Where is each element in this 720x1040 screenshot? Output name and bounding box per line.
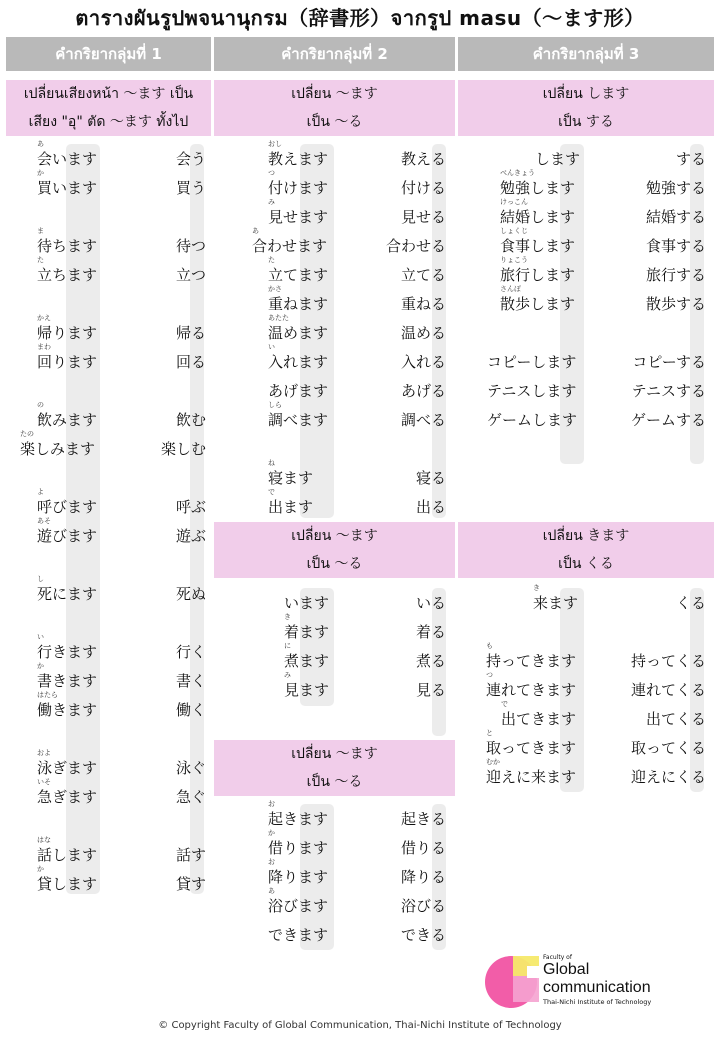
masu-form: 買います: [37, 179, 98, 197]
rule-line: เปลี่ยน 〜ます: [291, 746, 378, 762]
furigana: か: [268, 829, 275, 837]
masu-form: 煮ます: [284, 652, 330, 670]
verb-row: [0, 642, 720, 677]
furigana: み: [268, 198, 275, 206]
masu-form: 回ります: [37, 353, 98, 371]
masu-form: 出ます: [268, 498, 314, 516]
masu-form: います: [284, 594, 330, 612]
masu-form: 急ぎます: [37, 788, 98, 806]
logo-title-line2: communication: [543, 979, 651, 996]
group-3-header: คำกริยากลุ่มที่ 3: [458, 37, 714, 71]
masu-form: 呼びます: [37, 498, 98, 516]
furigana: き: [284, 613, 291, 621]
rule-line: เปลี่ยน きます: [542, 528, 630, 544]
masu-form: 遊びます: [37, 527, 98, 545]
masu-form: 立てます: [268, 266, 329, 284]
furigana: で: [501, 700, 508, 708]
furigana: べんきょう: [500, 169, 535, 177]
dictionary-form: いる: [415, 594, 446, 612]
masu-form: 待ちます: [37, 237, 98, 255]
verb-row: [0, 584, 720, 619]
dictionary-form: 呼ぶ: [175, 498, 206, 516]
furigana: つ: [486, 671, 493, 679]
dictionary-form: する: [675, 150, 706, 168]
furigana: も: [486, 642, 493, 650]
verb-row: [0, 700, 720, 735]
dictionary-form: 付ける: [400, 179, 446, 197]
masu-form: 書きます: [37, 672, 98, 690]
dictionary-form: 貸す: [175, 875, 206, 893]
masu-form: 立ちます: [37, 266, 98, 284]
furigana: お: [268, 858, 275, 866]
verb-row: [0, 517, 720, 552]
furigana: けっこん: [500, 198, 528, 206]
furigana: あ: [252, 227, 259, 235]
dictionary-form: 取ってくる: [630, 739, 706, 757]
dictionary-form: 結婚する: [645, 208, 706, 226]
masu-form: 持ってきます: [486, 652, 577, 670]
furigana: し: [37, 575, 44, 583]
furigana: か: [37, 662, 44, 670]
verb-row: [0, 198, 720, 233]
masu-form: 楽しみます: [20, 440, 96, 458]
dictionary-form: 話す: [175, 846, 206, 864]
verb-row: [0, 378, 720, 407]
masu-form: 見ます: [284, 681, 330, 699]
dictionary-form: 煮る: [415, 652, 446, 670]
masu-form: 調べます: [268, 411, 329, 429]
furigana: み: [284, 671, 291, 679]
verb-row: [0, 349, 720, 378]
dictionary-form: 旅行する: [645, 266, 706, 284]
dictionary-form: 泳ぐ: [175, 759, 206, 777]
furigana: お: [268, 800, 275, 808]
verb-row: [0, 459, 720, 494]
dictionary-form: テニスする: [631, 382, 706, 400]
furigana: あ: [268, 887, 275, 895]
masu-form: 死にます: [37, 585, 98, 603]
dictionary-form: 借りる: [400, 839, 446, 857]
masu-form: 働きます: [37, 701, 98, 719]
dictionary-form: くる: [675, 594, 706, 612]
dictionary-form: 急ぐ: [175, 788, 206, 806]
masu-form: 見せます: [268, 208, 329, 226]
furigana: の: [37, 401, 44, 409]
dictionary-form: 行く: [175, 643, 206, 661]
masu-form: 迎えに来ます: [486, 768, 577, 786]
rule-line: เป็น する: [558, 114, 614, 130]
page-title: ตารางผันรูปพจนานุกรม（辞書形）จากรูป masu（〜ます形）: [75, 6, 645, 30]
furigana: た: [37, 256, 44, 264]
furigana: で: [268, 488, 275, 496]
dictionary-form: 起きる: [400, 810, 446, 828]
faculty-logo: [483, 952, 683, 1014]
masu-form: 付けます: [268, 179, 329, 197]
copyright: © Copyright Faculty of Global Communication, Thai-Nichi Institute of Technology: [158, 1020, 562, 1031]
dictionary-form: 立つ: [175, 266, 206, 284]
masu-form: 取ってきます: [486, 739, 577, 757]
logo-small-text: Faculty of: [543, 954, 572, 961]
dictionary-form: 降りる: [400, 868, 446, 886]
dictionary-form: 働く: [175, 701, 206, 719]
dictionary-form: コピーする: [632, 353, 706, 371]
rule-line: เป็น くる: [558, 556, 614, 572]
dictionary-form: 合わせる: [385, 237, 446, 255]
furigana: つ: [268, 169, 275, 177]
dictionary-form: 楽しむ: [160, 440, 206, 458]
furigana: さんぽ: [500, 285, 521, 293]
dictionary-form: 死ぬ: [175, 585, 206, 603]
dictionary-form: 遊ぶ: [175, 527, 206, 545]
logo-title-line1: Global: [543, 961, 590, 978]
masu-form: 勉強します: [500, 179, 576, 197]
dictionary-form: 待つ: [175, 237, 206, 255]
rule-line: เป็น 〜る: [306, 556, 363, 572]
masu-form: します: [535, 150, 581, 168]
masu-form: ゲームします: [487, 411, 578, 429]
furigana: よ: [37, 488, 44, 496]
masu-form: 話します: [37, 846, 98, 864]
dictionary-form: ゲームする: [630, 411, 706, 429]
dictionary-form: 見せる: [400, 208, 446, 226]
dictionary-form: 回る: [175, 353, 206, 371]
masu-form: 温めます: [268, 324, 329, 342]
dictionary-form: 教える: [400, 150, 446, 168]
furigana: はたら: [37, 691, 58, 699]
dictionary-form: 持ってくる: [630, 652, 706, 670]
dictionary-form: 勉強する: [645, 179, 706, 197]
dictionary-form: 着る: [415, 623, 446, 641]
furigana: むか: [486, 758, 500, 766]
dictionary-form: 買う: [175, 179, 206, 197]
masu-form: 結婚します: [500, 208, 576, 226]
verb-row: [0, 887, 720, 922]
furigana: りょこう: [500, 256, 528, 264]
masu-form: 行きます: [37, 643, 98, 661]
verb-row: [0, 829, 720, 864]
verb-row: [0, 922, 720, 951]
dictionary-form: 飲む: [175, 411, 206, 429]
furigana: き: [533, 584, 540, 592]
dictionary-form: 調べる: [400, 411, 446, 429]
furigana: しら: [268, 401, 282, 409]
rule-line: เปลี่ยน 〜ます: [291, 528, 378, 544]
dictionary-form: 入れる: [400, 353, 446, 371]
masu-form: 散歩します: [500, 295, 576, 313]
rule-line: เป็น 〜る: [306, 114, 363, 130]
furigana: たの: [20, 430, 34, 438]
furigana: た: [268, 256, 275, 264]
furigana: い: [37, 633, 44, 641]
furigana: あたた: [268, 314, 289, 322]
dictionary-form: 食事する: [645, 237, 706, 255]
verb-row: [0, 407, 720, 436]
masu-form: 入れます: [268, 353, 329, 371]
masu-form: 寝ます: [268, 469, 314, 487]
masu-form: 飲みます: [37, 411, 98, 429]
dictionary-form: 重ねる: [400, 295, 446, 313]
dictionary-form: 見る: [415, 681, 446, 699]
masu-form: コピーします: [487, 353, 577, 371]
verb-row: [0, 729, 720, 764]
dictionary-form: 散歩する: [645, 295, 706, 313]
verb-row: [0, 256, 720, 291]
masu-form: 借ります: [268, 839, 329, 857]
verb-row: [0, 800, 720, 835]
group-3a-rule: [458, 80, 714, 136]
group-1-header: คำกริยากลุ่มที่ 1: [6, 37, 211, 71]
dictionary-form: 温める: [400, 324, 446, 342]
furigana: まわ: [37, 343, 51, 351]
verb-row: [0, 430, 720, 465]
rule-line: เปลี่ยน します: [542, 86, 630, 102]
masu-form: テニスします: [487, 382, 577, 400]
masu-form: 貸します: [37, 875, 98, 893]
verb-row: [0, 758, 720, 793]
masu-form: 重ねます: [268, 295, 329, 313]
masu-form: 浴びます: [268, 897, 329, 915]
furigana: あ: [37, 140, 44, 148]
masu-form: 旅行します: [500, 266, 576, 284]
verb-row: [0, 613, 720, 648]
furigana: いそ: [37, 778, 51, 786]
group-2-header: คำกริยากลุ่มที่ 2: [214, 37, 455, 71]
verb-row: [0, 671, 720, 706]
verb-row: [0, 169, 720, 204]
dictionary-form: 書く: [175, 672, 206, 690]
masu-form: 着ます: [284, 623, 330, 641]
furigana: かえ: [37, 314, 51, 322]
dictionary-form: 会う: [175, 150, 206, 168]
furigana: に: [284, 642, 291, 650]
masu-form: 合わせます: [252, 237, 328, 255]
rule-line: เปลี่ยนเสียงหน้า 〜ます เป็น: [23, 86, 194, 102]
furigana: かさ: [268, 285, 282, 293]
furigana: あそ: [37, 517, 51, 525]
rule-line: เปลี่ยน 〜ます: [291, 86, 378, 102]
furigana: か: [37, 169, 44, 177]
dictionary-form: 浴びる: [400, 897, 446, 915]
masu-form: 来ます: [533, 594, 579, 612]
verb-row: [0, 146, 720, 175]
furigana: おし: [268, 140, 282, 148]
masu-form: 降ります: [268, 868, 329, 886]
furigana: い: [268, 343, 275, 351]
group-2a-rule: [214, 80, 455, 136]
rule-line: เป็น 〜る: [306, 774, 363, 790]
furigana: しょくじ: [500, 227, 528, 235]
masu-form: 連れてきます: [486, 681, 577, 699]
masu-form: 会います: [37, 150, 98, 168]
masu-form: 食事します: [500, 237, 576, 255]
group-1-rule: [6, 80, 211, 136]
dictionary-form: 出てくる: [645, 710, 706, 728]
logo-mark-icon: [483, 952, 545, 1014]
masu-form: 出てきます: [501, 710, 577, 728]
masu-form: 帰ります: [37, 324, 98, 342]
rule-line: เสียง "อุ" ตัด 〜ます ทั้งไป: [28, 114, 189, 130]
dictionary-form: あげる: [400, 382, 446, 400]
verb-row: [0, 488, 720, 523]
dictionary-form: 迎えにくる: [630, 768, 706, 786]
verb-row: [0, 227, 720, 262]
masu-form: あげます: [268, 382, 329, 400]
furigana: か: [37, 865, 44, 873]
furigana: ね: [268, 459, 275, 467]
dictionary-form: 連れてくる: [630, 681, 706, 699]
logo-subtitle: Thai-Nichi Institute of Technology: [543, 998, 652, 1006]
furigana: ま: [37, 227, 44, 235]
masu-form: 教えます: [268, 150, 329, 168]
verb-row: [0, 858, 720, 893]
furigana: と: [486, 729, 493, 737]
dictionary-form: 出る: [415, 498, 446, 516]
masu-form: できます: [268, 926, 329, 944]
dictionary-form: 寝る: [415, 469, 446, 487]
furigana: およ: [37, 749, 51, 757]
masu-form: 起きます: [268, 810, 329, 828]
dictionary-form: 立てる: [400, 266, 446, 284]
masu-form: 泳ぎます: [37, 759, 98, 777]
dictionary-form: 帰る: [175, 324, 206, 342]
dictionary-form: できる: [400, 926, 446, 944]
furigana: はな: [37, 836, 51, 844]
